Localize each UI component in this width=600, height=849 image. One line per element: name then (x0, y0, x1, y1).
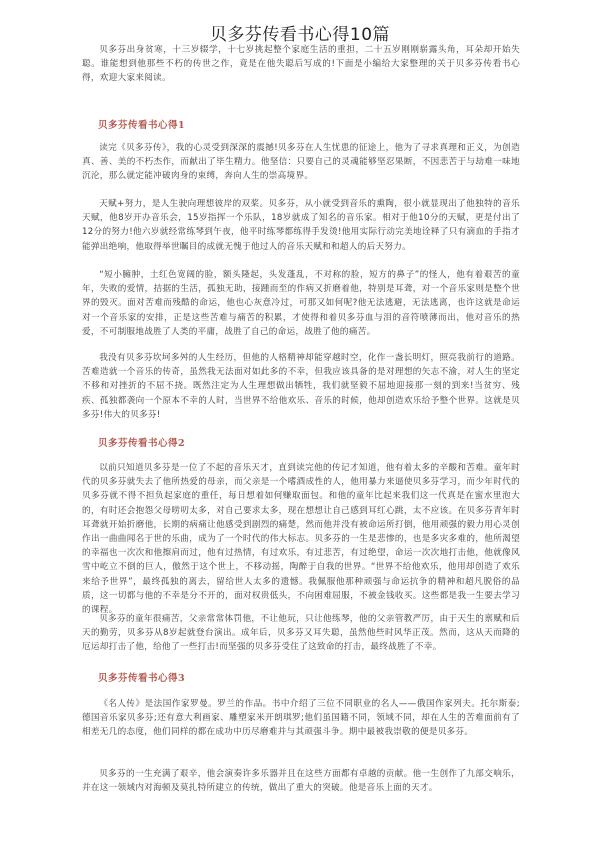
section-1-paragraph-4: 我没有贝多芬坎坷多舛的人生经历，但他的人格精神却能穿越时空，化作一盏长明灯，照亮我前行的道路。苦难造就一个音乐的传奇，虽然我无法面对如此多的不幸，但我应该具备的是对理想的矢志不渝，对人生的坚定不移和对挫折的不屈不挠。既然注定为人生理想做出牺牲，我们就坚毅不屈地迎接那一刻的到来!当贫穷、残疾、孤独都袭向一个原本不幸的人时，当世界不给他欢乐、音乐的时候，他却创造欢乐给予整个世界。这就是贝多芬!伟大的贝多芬! (82, 353, 520, 420)
section-3-paragraph-2: 贝多芬的一生充满了艰辛，他会演奏许多乐器并且在这些方面都有卓越的贡献。他一生创作了九部交响乐，并在这一领域内对海顿及莫扎特所建立的传统，做出了重大的突破。他是音乐上面的天才。 (82, 769, 520, 794)
intro-paragraph: 贝多芬出身贫寒，十三岁辍学，十七岁挑起整个家庭生活的重担，二十五岁刚刚崭露头角，耳朵却开始失聪。谁能想到他那些不朽的传世之作，竟是在他失聪后写成的!下面是小编给大家整理的关于贝多芬传看书心得，欢迎大家来阅读。 (82, 45, 520, 84)
section-2-paragraph-1: 以前只知道贝多芬是一位了不起的音乐天才，直到读完他的传记才知道，他有着太多的辛酸和苦难。童年时代的贝多芬就失去了他所热爱的母亲，而父亲是一个嗜酒成性的人，他用暴力来逼使贝多芬学习，而少年时代的贝多芬就不得不担负起家庭的重任，每日想着如何赚取面包。和他的童年比起来我们这一代真是在蜜水里泡大的，有时还会抱怨父母唠叨太多，对自己要求太多，现在想想让自己感到耳红心跳，太不应该。在贝多芬青年时耳聋就开始折磨他，长期的病痛让他感受到剧烈的痛楚，然而他并没有被命运所打倒，他用顽强的毅力用心灵创作出一曲曲闻名于世的乐曲，成为了一个时代的伟大标志。贝多芬的一生是悲惨的，也是多灾多难的，他所渴望的幸福也一次次和他擦肩而过，他有过热情，有过欢乐，有过悲苦，有过绝望，命运一次次地打击他，他就像风雪中屹立不倒的巨人，傲然于这个世上，不移动摇，陶醉于自我的世界。“世界不给他欢乐，他用却创造了欢乐来给予世界”，最终孤独的离去，留给世人太多的遗憾。我佩服他那种顽强与命运抗争的精神和超凡脱俗的品质，这一切都与他的不幸是分不开的，面对权贵低头，不向困难屈服，不被金钱收买。这些都是我一生要去学习的课程。 (82, 463, 520, 616)
section-1-paragraph-1: 读完《贝多芬传》，我的心灵受到深深的震撼!贝多芬在人生忧患的征途上，他为了寻求真理和正义，为创造真、善、美的不朽杰作，而献出了毕生精力。他坚信：只要自己的灵魂能够坚忍果断，不因悲苦于与劫难一味地沉沦，那么就定能冲破肉身的束缚，奔向人生的崇高境界。 (82, 143, 520, 182)
section-2-paragraph-2: 贝多芬的童年很痛苦，父亲常常体罚他，不让他玩，只让他练琴，他的父亲管教严厉，由于天生的禀赋和后天的勤劳，贝多芬从8岁起就登台演出。成年后，贝多芬又耳失聪，虽然他些时风华正茂。然而，这从天而降的厄运却打击了他，给他了一些打击!而坚强的贝多芬受住了这致命的打击，最终战胜了不幸。 (82, 614, 520, 653)
section-heading-3: 贝多芬传看书心得3 (98, 673, 186, 684)
section-heading-1: 贝多芬传看书心得1 (98, 120, 186, 131)
section-1-paragraph-2: 天赋+努力，是人生驶向理想彼岸的双桨。贝多芬，从小就受到音乐的熏陶，很小就显现出了他独特的音乐天赋，他8岁开办音乐会，15岁指挥一个乐队，18岁就成了知名的音乐家。相对于他10分的天赋，更是付出了12分的努力!他六岁就经常练琴到午夜，他平时练琴都练得手发烫!他用实际行动完美地诠释了只有滴血的手指才能弹出绝响，他取得举世瞩目的成就无愧于他过人的音乐天赋和和超人的后天努力。 (82, 199, 520, 252)
section-3-paragraph-1: 《名人传》是法国作家罗曼。罗兰的作品。书中介绍了三位不同职业的名人——俄国作家列夫。托尔斯泰;德国音乐家贝多芬;还有意大利画家、雕塑家米开朗琪罗;他们虽国籍不同，领域不同，却在人生的苦难面前有了相差无几的态度，他们同样的都在成功中历尽磨难并与其顽强斗争。期中最被我崇敬的便是贝多芬。 (82, 699, 520, 738)
section-heading-2: 贝多芬传看书心得2 (98, 438, 186, 449)
section-1-paragraph-3: “短小臃肿，土红色宽阔的脸，额头隆起，头发蓬乱，不对称的脸，短方的鼻子”的怪人，他有着艰苦的童年，失败的爱情，拮据的生活，孤独无助，接踵而至的作病又折磨着他，特别是耳聋，对一个音乐家则是整个世界的毁灭。面对苦难而残酷的命运，他也心灰意冷过，可那又如何呢?他无法逃避，无法逃离，也许这就是命运对一个音乐家的安排，正是这些苦难与痛苦的积累，才使得和着贝多芬血与泪的音符喷薄而出，他对音乐的热爱，不可制服地战胜了人类的平庸，战胜了自己的命运，战胜了他的痛苦。 (82, 270, 520, 337)
page-title: 贝多芬传看书心得10篇 (209, 25, 391, 45)
